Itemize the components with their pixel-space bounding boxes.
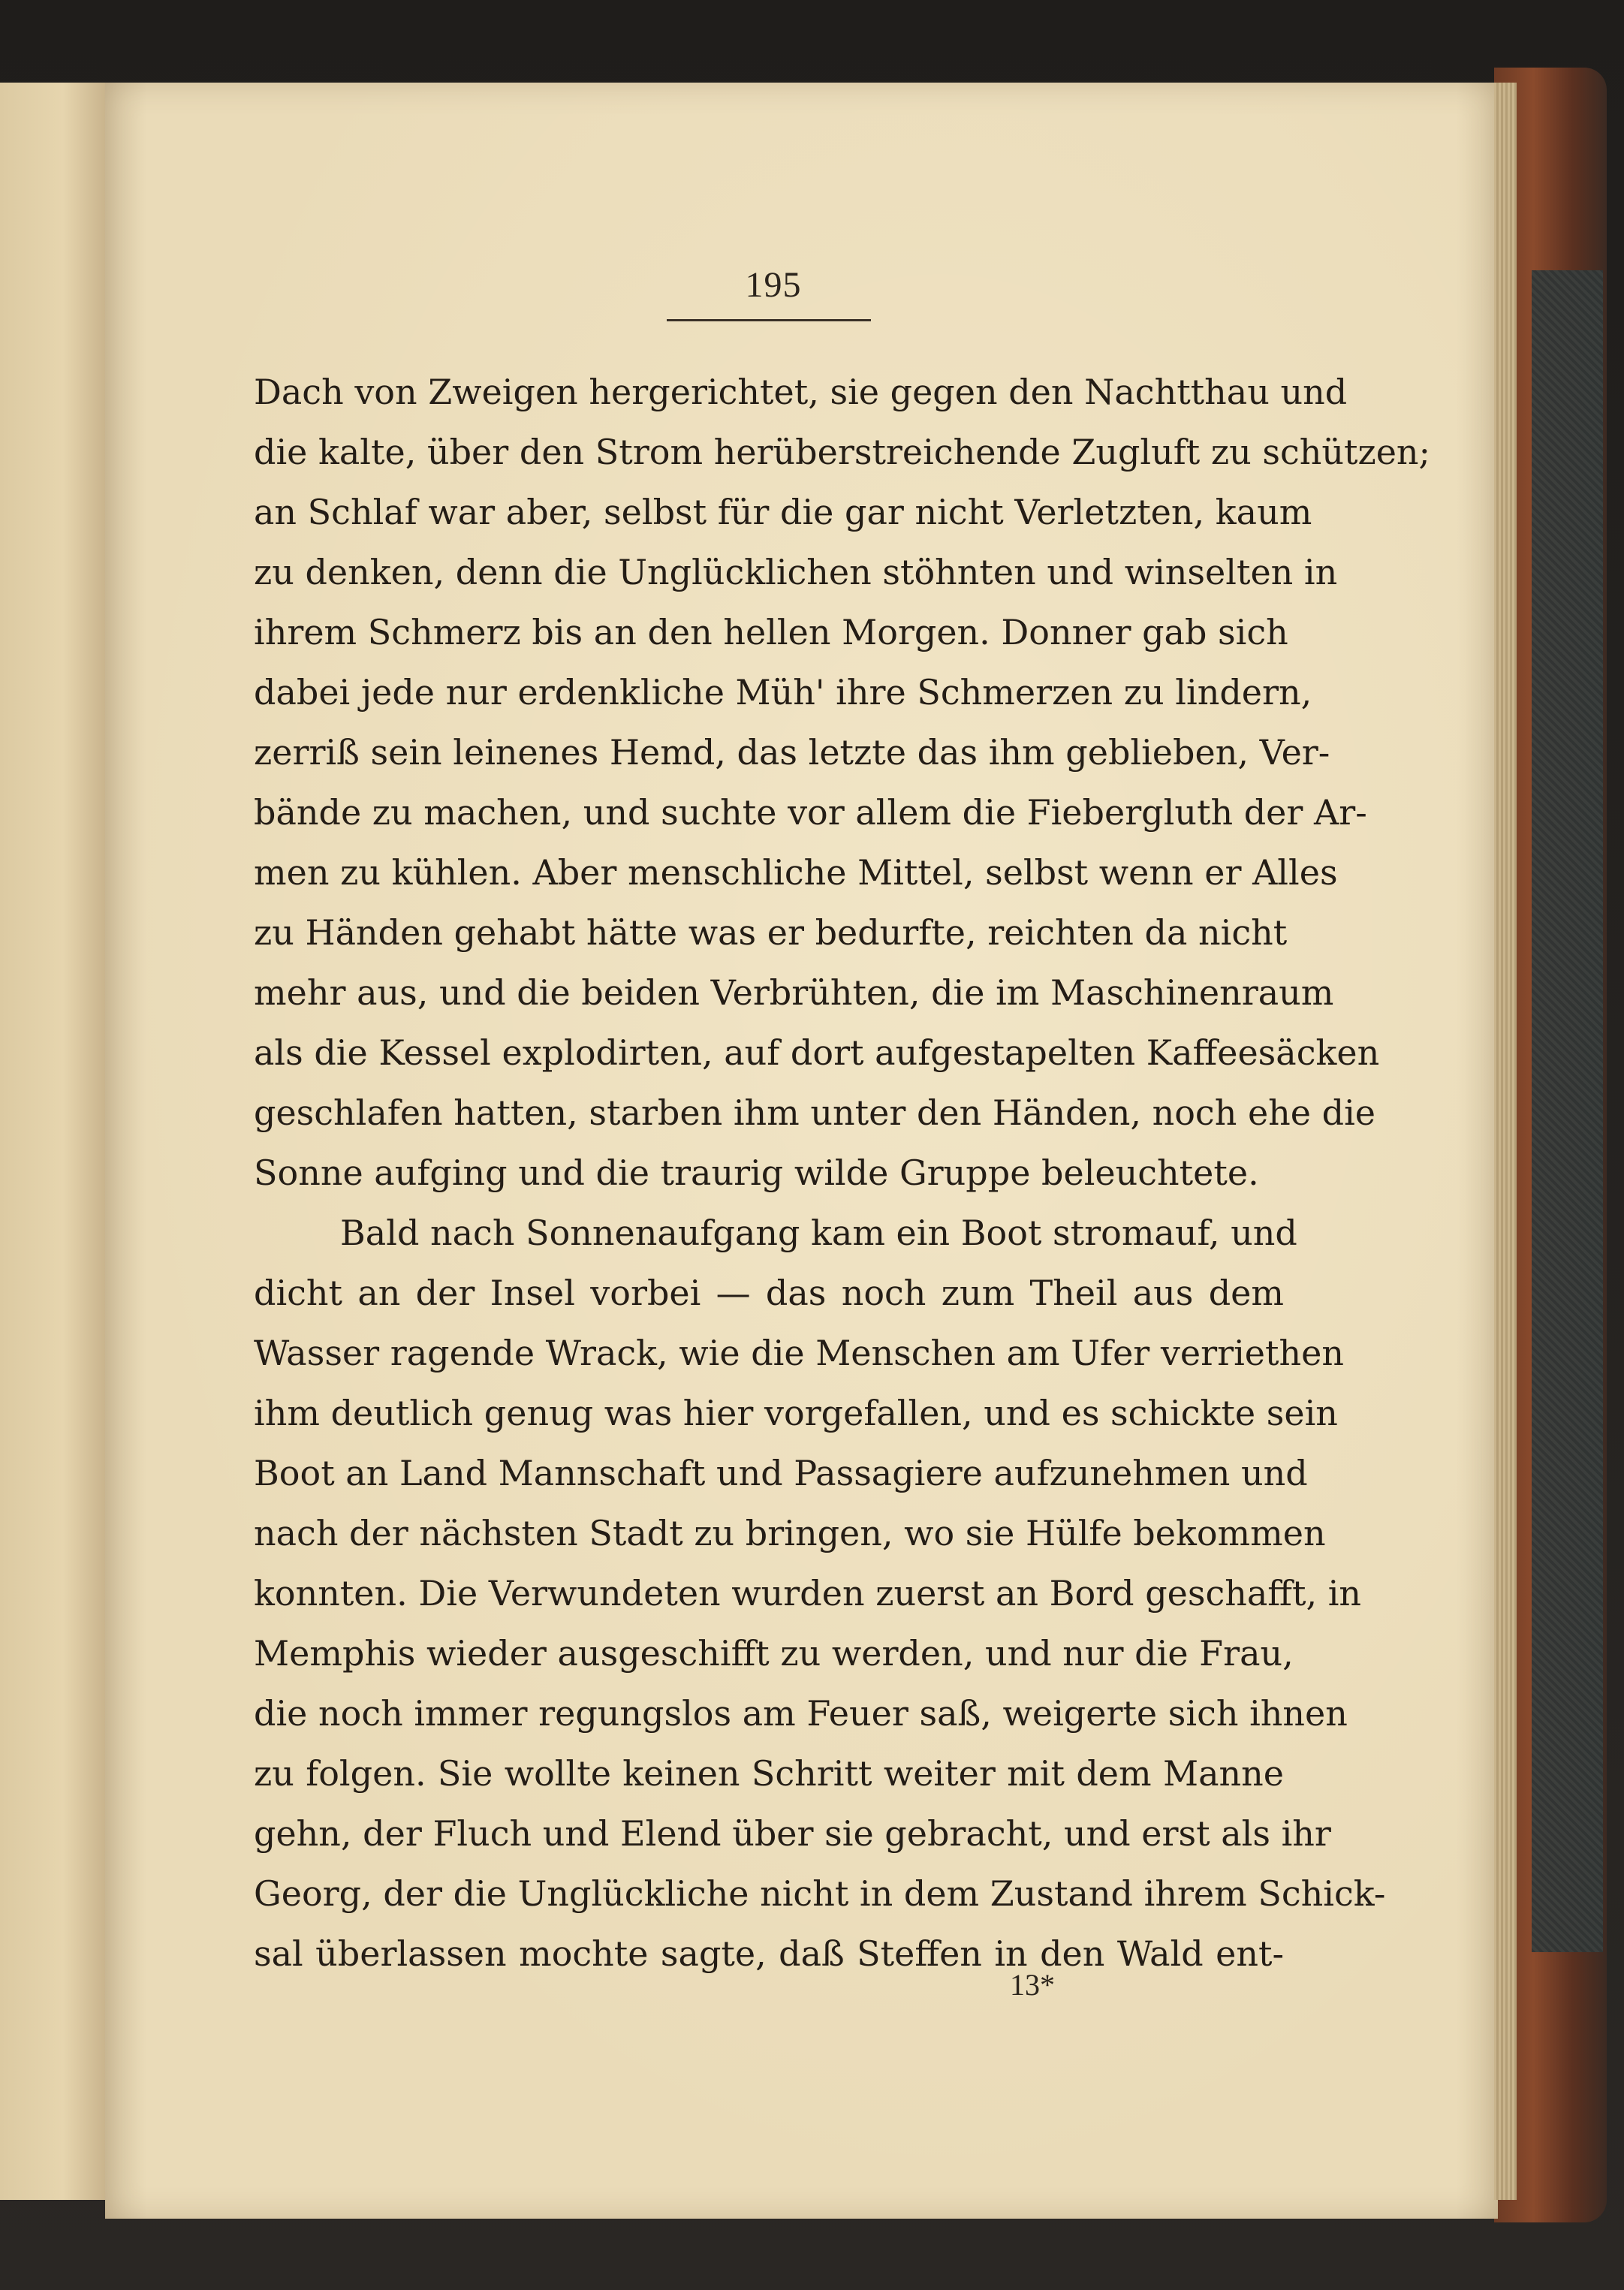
- text-line: zu Händen gehabt hätte was er bedurfte, reichten da nicht: [254, 912, 1288, 953]
- text-line: gehn, der Fluch und Elend über sie gebracht, und erst als ihr: [254, 1813, 1331, 1854]
- facing-page-edge: [0, 83, 105, 2200]
- printer-signature-mark: 13*: [1010, 1968, 1055, 2002]
- text-line: konnten. Die Verwundeten wurden zuerst an Bord geschafft, in: [254, 1573, 1362, 1614]
- text-line: als die Kessel explodirten, auf dort aufgestapelten Kaffeesäcken: [254, 1032, 1380, 1073]
- text-line: Boot an Land Mannschaft und Passagiere aufzunehmen und: [254, 1453, 1308, 1493]
- page-block-edges: [1494, 83, 1517, 2200]
- text-line: nach der nächsten Stadt zu bringen, wo sie Hülfe bekommen: [254, 1513, 1326, 1553]
- text-line: ihrem Schmerz bis an den hellen Morgen. Donner gab sich: [254, 612, 1288, 652]
- text-line: Georg, der die Unglückliche nicht in dem Zustand ihrem Schick-: [254, 1873, 1386, 1914]
- text-line: Memphis wieder ausgeschifft zu werden, und nur die Frau,: [254, 1633, 1294, 1674]
- text-line: bände zu machen, und suchte vor allem die Fiebergluth der Ar-: [254, 792, 1367, 833]
- text-line: zu folgen. Sie wollte keinen Schritt weiter mit dem Manne: [254, 1753, 1284, 1794]
- text-line: Dach von Zweigen hergerichtet, sie gegen den Nachtthau und: [254, 372, 1348, 412]
- text-line: ihm deutlich genug was hier vorgefallen, und es schickte sein: [254, 1393, 1338, 1433]
- text-line: Wasser ragende Wrack, wie die Menschen am Ufer verriethen: [254, 1333, 1344, 1373]
- text-line: geschlafen hatten, starben ihm unter den Händen, noch ehe die: [254, 1092, 1376, 1133]
- text-line: Sonne aufging und die traurig wilde Gruppe beleuchtete.: [254, 1153, 1259, 1193]
- text-line: sal überlassen mochte sagte, daß Steffen in den Wald ent-: [254, 1933, 1284, 1974]
- text-line: zu denken, denn die Unglücklichen stöhnten und winselten in: [254, 552, 1338, 592]
- text-line: an Schlaf war aber, selbst für die gar nicht Verletzten, kaum: [254, 492, 1312, 532]
- text-line: dabei jede nur erdenkliche Müh' ihre Schmerzen zu lindern,: [254, 672, 1312, 713]
- text-line: men zu kühlen. Aber menschliche Mittel, selbst wenn er Alles: [254, 852, 1338, 893]
- text-line: dicht an der Insel vorbei — das noch zum Theil aus dem: [254, 1273, 1284, 1313]
- paragraph-start-line: Bald nach Sonnenaufgang kam ein Boot stromauf, und: [340, 1213, 1297, 1253]
- text-line: zerriß sein leinenes Hemd, das letzte das ihm geblieben, Ver-: [254, 732, 1330, 773]
- body-text: [254, 362, 1431, 1984]
- header-rule: [667, 319, 871, 321]
- text-line: die noch immer regungslos am Feuer saß, weigerte sich ihnen: [254, 1693, 1348, 1734]
- book-cover-cloth: [1532, 270, 1603, 1952]
- text-line: die kalte, über den Strom herüberstreichende Zugluft zu schützen;: [254, 432, 1431, 472]
- text-line: mehr aus, und die beiden Verbrühten, die im Maschinenraum: [254, 972, 1334, 1013]
- page-number: 195: [745, 265, 802, 305]
